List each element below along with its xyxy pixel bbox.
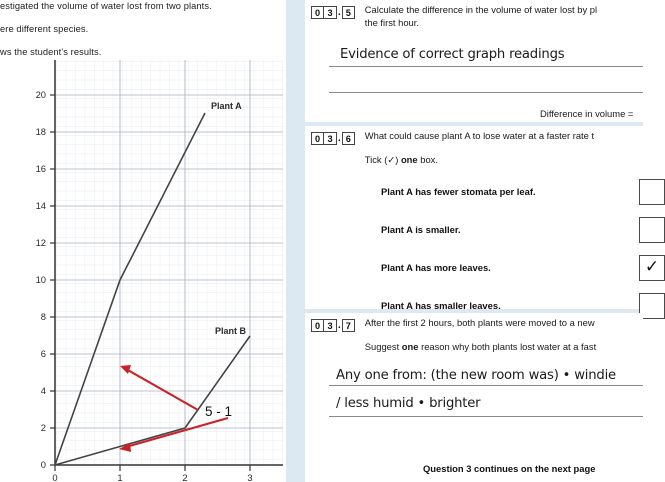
y-axis-tick-labels: [36, 89, 46, 470]
answer-rule-line-2: [329, 416, 643, 417]
q-part-digit: 5: [342, 6, 355, 19]
tick-instruction-bold: one: [400, 153, 418, 165]
y-tick-8: 8: [40, 311, 46, 322]
question-number-03-5: [311, 6, 355, 19]
answer-overlay-03-5: Evidence of correct graph readings: [340, 47, 565, 62]
annotation-difference-label: 5 - 1: [205, 404, 233, 419]
question-prompt-line-1: After the first 2 hours, both plants were moved to a new: [364, 317, 595, 328]
series-label-plant-b: Plant B: [215, 326, 247, 336]
q-part-digit: 6: [342, 132, 355, 145]
x-tick-0: 0: [52, 472, 58, 482]
q-digit: 3: [324, 319, 337, 332]
graph-svg: [0, 52, 286, 482]
question-block-03-5: [305, 0, 643, 122]
tick-instruction-pre: Tick (: [364, 153, 388, 165]
q-digit: 3: [324, 6, 337, 19]
y-tick-20: 20: [35, 89, 46, 100]
tick-option-row-3: [381, 257, 660, 277]
y-tick-2: 2: [40, 422, 46, 433]
y-tick-4: 4: [40, 385, 46, 396]
q-part-digit: 7: [342, 319, 355, 332]
series-label-plant-a: Plant A: [211, 101, 242, 111]
panel-separator-band: [286, 0, 305, 482]
results-graph: [0, 52, 286, 482]
subprompt-post: reason why both plants lost water at a fast: [418, 340, 597, 352]
x-axis-ticks: [55, 465, 250, 471]
tick-instruction-mid: ): [395, 153, 401, 165]
q-dot: .: [338, 320, 341, 331]
stem-line-2: ere different species.: [0, 24, 89, 34]
stem-line-3: ws the student's results.: [0, 47, 102, 57]
y-tick-10: 10: [35, 274, 46, 285]
question-block-03-7: [305, 313, 643, 482]
y-tick-14: 14: [35, 200, 46, 211]
q-digit: 0: [311, 6, 324, 19]
tick-option-row-2: [381, 224, 643, 235]
tick-checkbox-3[interactable]: [639, 255, 665, 281]
question-continues-footer: Question 3 continues on the next page: [423, 463, 596, 474]
stem-line-1: estigated the volume of water lost from two plants.: [0, 1, 212, 11]
subprompt-bold: one: [401, 340, 419, 352]
y-tick-0: 0: [40, 459, 46, 470]
q-digit: 0: [311, 319, 324, 332]
answer-overlay-03-7-line-2: / less humid • brighter: [336, 396, 481, 411]
q-dot: .: [338, 7, 341, 18]
q-dot: .: [338, 133, 341, 144]
tick-checkbox-1[interactable]: [639, 179, 665, 205]
q-digit: 3: [324, 132, 337, 145]
question-prompt-line-2: the first hour.: [364, 16, 419, 28]
subprompt-pre: Suggest: [364, 340, 402, 352]
tick-option-label: Plant A has more leaves.: [381, 262, 491, 273]
x-tick-2: 2: [182, 472, 188, 482]
difference-in-volume-label: Difference in volume =: [540, 108, 634, 119]
y-tick-12: 12: [35, 237, 46, 248]
x-axis-tick-labels: [52, 472, 252, 482]
answer-rule-line-2: [329, 92, 643, 93]
check-icon: ✓: [644, 257, 660, 277]
minor-gridlines: [55, 60, 283, 465]
tick-option-row-4: [381, 300, 643, 311]
tick-option-row-1: [381, 186, 643, 197]
x-tick-3: 3: [247, 472, 253, 482]
x-tick-1: 1: [117, 472, 123, 482]
question-block-03-6: [305, 126, 660, 311]
tick-option-label: Plant A has fewer stomata per leaf.: [381, 186, 536, 197]
right-panel-questions: [305, 0, 660, 482]
tick-option-label: Plant A has smaller leaves.: [381, 300, 501, 311]
y-tick-18: 18: [35, 126, 46, 137]
q-digit: 0: [311, 132, 324, 145]
question-prompt-line-1: Calculate the difference in the volume of water lost by pl: [364, 4, 598, 15]
question-number-03-7: [311, 319, 355, 332]
tick-glyph-inline: ✓: [387, 153, 396, 165]
y-tick-16: 16: [35, 163, 46, 174]
answer-rule-line-1: [329, 385, 643, 386]
tick-instruction: [365, 154, 641, 166]
question-prompt-line-1: What could cause plant A to lose water at a faster rate t: [364, 130, 595, 141]
answer-overlay-03-7-line-1: Any one from: (the new room was) • windie: [336, 368, 616, 383]
answer-rule-line-1: [329, 66, 643, 67]
left-panel-graph: [0, 0, 286, 482]
y-tick-6: 6: [40, 348, 46, 359]
tick-instruction-post: box.: [417, 153, 438, 165]
tick-option-label: Plant A is smaller.: [381, 224, 461, 235]
tick-checkbox-2[interactable]: [639, 217, 665, 243]
question-subprompt: [365, 341, 641, 352]
question-number-03-6: [311, 132, 355, 145]
